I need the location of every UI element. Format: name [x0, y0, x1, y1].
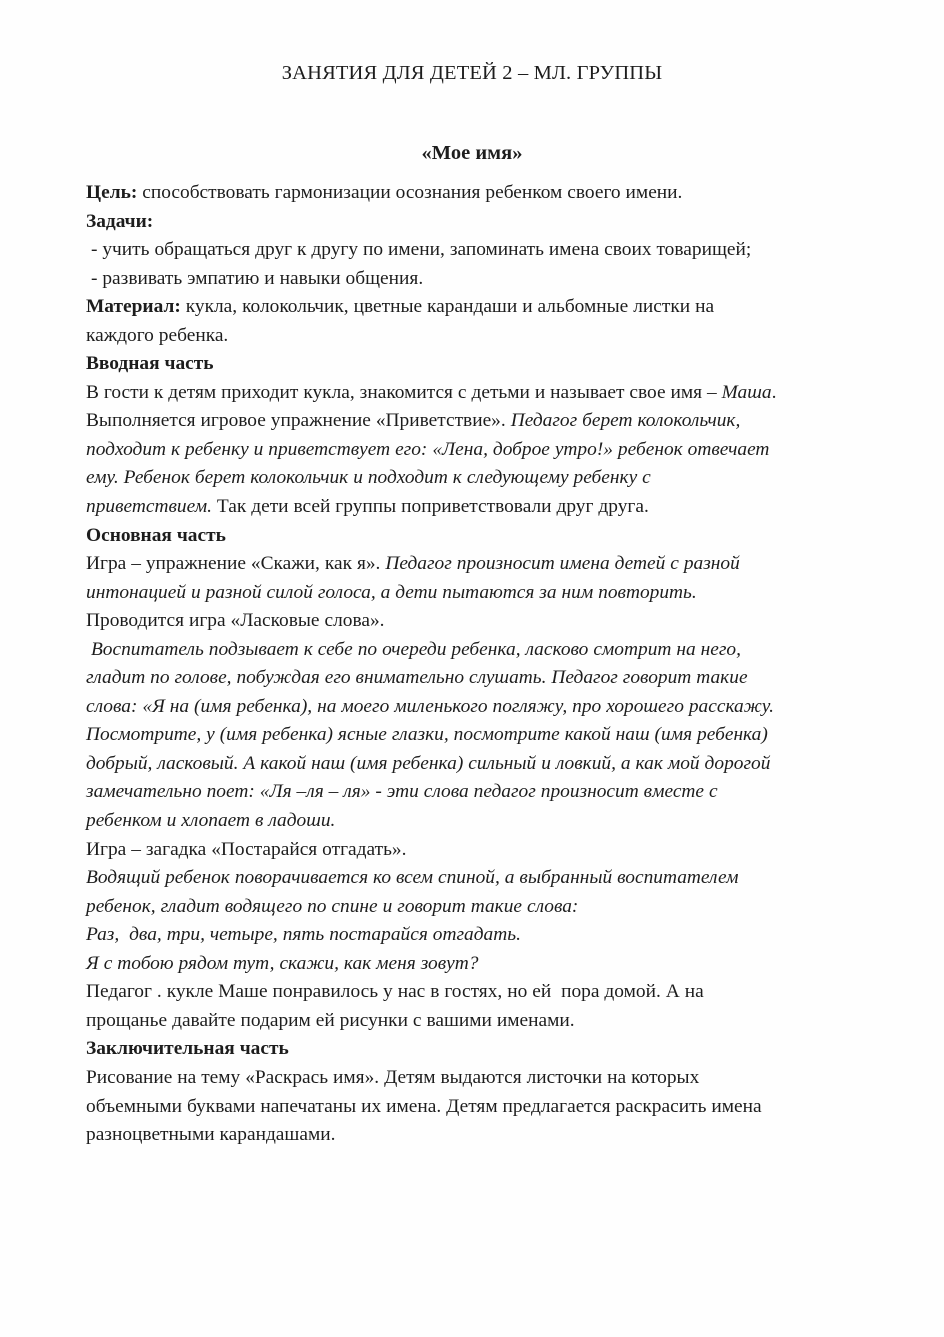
text-run: В гости к детям приходит кукла, знакомится с детьми и называет свое имя –: [86, 381, 722, 403]
text-line: ребенком и хлопает в ладоши.: [86, 810, 336, 832]
text-line: гладит по голове, побуждая его внимательно слушать. Педагог говорит такие: [86, 667, 748, 689]
text-line: Задачи:: [86, 210, 154, 232]
text-run: .: [771, 381, 777, 403]
text-line: добрый, ласковый. А какой наш (имя ребенка) сильный и ловкий, а как мой дорогой: [86, 752, 771, 774]
text-line: - учить обращаться друг к другу по имени, запоминать имена своих товарищей;: [86, 239, 752, 261]
text-line: [86, 407, 886, 436]
text-run: Педагог берет колокольчик,: [510, 410, 741, 432]
text-line: Раз, два, три, четыре, пять постарайся отгадать.: [86, 924, 521, 946]
text-run: способствовать гармонизации осознания ребенком своего имени.: [137, 182, 683, 203]
text-line: [86, 179, 886, 208]
text-line: подходит к ребенку и приветствует его: «Лена, доброе утро!» ребенок отвечает: [86, 438, 770, 460]
text-line: объемными буквами напечатаны их имена. Детям предлагается раскрасить имена: [86, 1095, 762, 1117]
text-line: Вводная часть: [86, 353, 214, 375]
text-line: прощанье давайте подарим ей рисунки с вашими именами.: [86, 1009, 575, 1031]
text-line: [86, 493, 886, 522]
text-line: Основная часть: [86, 524, 226, 546]
text-line: Рисование на тему «Раскрась имя». Детям выдаются листочки на которых: [86, 1066, 700, 1088]
text-run: Так дети всей группы поприветствовали друг друга.: [211, 496, 649, 518]
text-line: Проводится игра «Ласковые слова».: [86, 610, 385, 632]
text-line: Заключительная часть: [86, 1038, 289, 1060]
text-line: Посмотрите, у (имя ребенка) ясные глазки, посмотрите какой наш (имя ребенка): [86, 724, 768, 746]
document-title: ЗАНЯТИЯ ДЛЯ ДЕТЕЙ 2 – МЛ. ГРУППЫ: [281, 62, 663, 84]
text-run: Цель:: [86, 182, 138, 203]
text-line: [86, 550, 886, 579]
text-line: - развивать эмпатию и навыки общения.: [86, 267, 424, 289]
text-line: Воспитатель подзывает к себе по очереди ребенка, ласково смотрит на него,: [86, 638, 741, 660]
text-line: замечательно поет: «Ля –ля – ля» - эти слова педагог произносит вместе с: [86, 781, 718, 803]
text-run: Игра – упражнение «Скажи, как я».: [86, 553, 386, 575]
text-line: Педагог . кукле Маше понравилось у нас в гостях, но ей пора домой. А на: [86, 981, 704, 1003]
text-line: ребенок, гладит водящего по спине и говорит такие слова:: [86, 895, 579, 917]
text-line: каждого ребенка.: [86, 324, 229, 346]
text-run: приветствием.: [86, 496, 212, 518]
text-line: слова: «Я на (имя ребенка), на моего миленького погляжу, про хорошего расскажу.: [86, 695, 775, 717]
text-run: Педагог произносит имена детей с разной: [385, 553, 740, 575]
text-run: кукла, колокольчик, цветные карандаши и альбомные листки на: [180, 296, 715, 318]
document-body: [86, 179, 886, 1150]
text-line: Я с тобою рядом тут, скажи, как меня зовут?: [86, 952, 479, 974]
text-line: Водящий ребенок поворачивается ко всем спиной, а выбранный воспитателем: [86, 867, 739, 889]
text-line: интонацией и разной силой голоса, а дети пытаются за ним повторить.: [86, 581, 697, 603]
text-line: [86, 379, 886, 408]
text-line: ему. Ребенок берет колокольчик и подходит к следующему ребенку с: [86, 467, 651, 489]
text-run: Материал:: [86, 296, 181, 318]
text-line: Игра – загадка «Постарайся отгадать».: [86, 838, 407, 860]
text-line: [86, 293, 886, 322]
document-subtitle: «Мое имя»: [421, 142, 523, 164]
text-run: Маша: [721, 381, 772, 403]
text-run: Выполняется игровое упражнение «Приветствие».: [86, 410, 511, 432]
text-line: разноцветными карандашами.: [86, 1124, 336, 1146]
